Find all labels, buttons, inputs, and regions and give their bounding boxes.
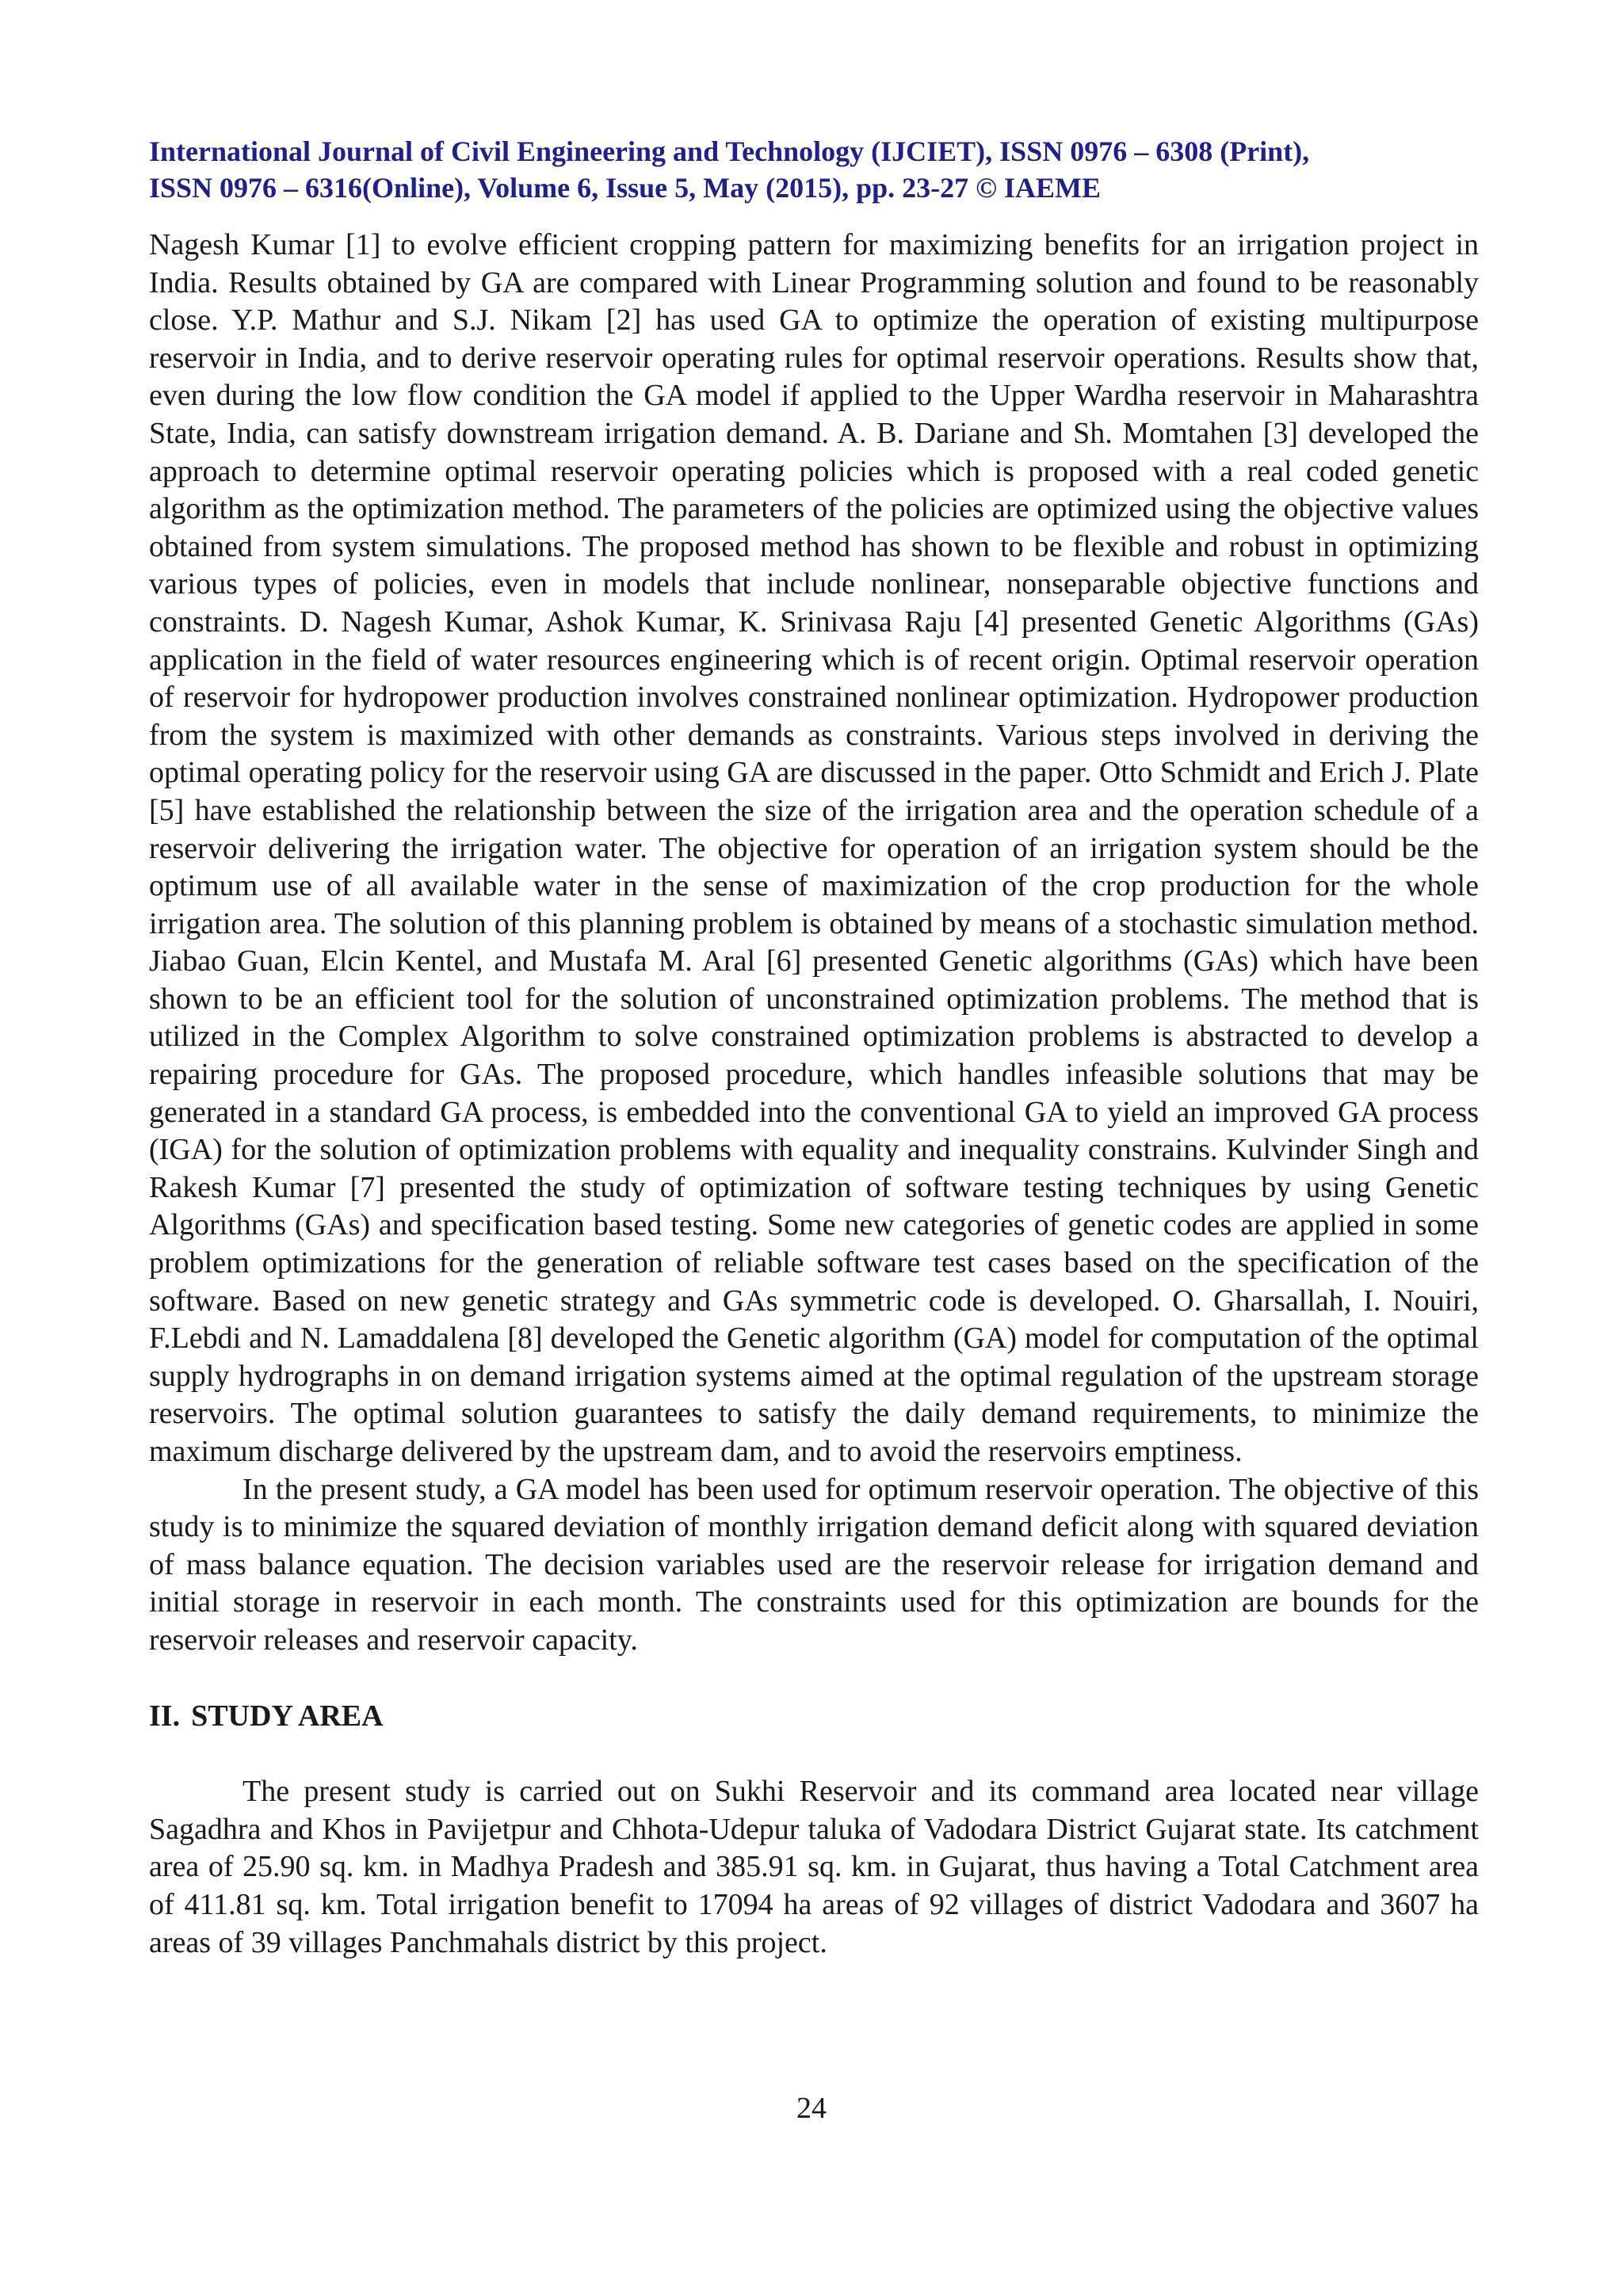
header-line-1: International Journal of Civil Engineering and Technology (IJCIET), ISSN 0976 – 6308 (Print),: [149, 135, 1310, 167]
page-number: 24: [796, 2092, 827, 2125]
section-title: STUDY AREA: [191, 1699, 384, 1733]
header-line-2: ISSN 0976 – 6316(Online), Volume 6, Issue 5, May (2015), pp. 23-27 © IAEME: [149, 172, 1102, 204]
section-heading-study-area: [149, 1698, 1479, 1736]
present-study-paragraph: In the present study, a GA model has been used for optimum reservoir operation. The objective of this study is to minimize the squared deviation of monthly irrigation demand deficit along with squared deviation of mass balance equation. The decision variables used are the reservoir release for irrigation demand and initial storage in reservoir in each month. The constraints used for this optimization are bounds for the reservoir releases and reservoir capacity.: [149, 1472, 1479, 1657]
section-number: II.: [149, 1699, 181, 1733]
study-area-paragraph: The present study is carried out on Sukhi Reservoir and its command area located near village Sagadhra and Khos in Pavijetpur and Chhota-Udepur taluka of Vadodara District Gujarat state. Its catchment area of 25.90 sq. km. in Madhya Pradesh and 385.91 sq. km. in Gujarat, thus having a Total Catchment area of 411.81 sq. km. Total irrigation benefit to 17094 ha areas of 92 villages of district Vadodara and 3607 ha areas of 39 villages Panchmahals district by this project.: [149, 1775, 1479, 1959]
journal-running-header: [149, 133, 1479, 206]
paper-page: [149, 133, 1479, 1962]
literature-review-paragraph: Nagesh Kumar [1] to evolve efficient cropping pattern for maximizing benefits for an irrigation project in India. Results obtained by GA are compared with Linear Programming solution and found to be reasonably close. Y.P. Mathur and S.J. Nikam [2] has used GA to optimize the operation of existing multipurpose reservoir in India, and to derive reservoir operating rules for optimal reservoir operations. Results show that, even during the low flow condition the GA model if applied to the Upper Wardha reservoir in Maharashtra State, India, can satisfy downstream irrigation demand. A. B. Dariane and Sh. Momtahen [3] developed the approach to determine optimal reservoir operating policies which is proposed with a real coded genetic algorithm as the optimization method. The parameters of the policies are optimized using the objective values obtained from system simulations. The proposed method has shown to be flexible and robust in optimizing various types of policies, even in models that include nonlinear, nonseparable objective functions and constraints. D. Nagesh Kumar, Ashok Kumar, K. Srinivasa Raju [4] presented Genetic Algorithms (GAs) application in the field of water resources engineering which is of recent origin. Optimal reservoir operation of reservoir for hydropower production involves constrained nonlinear optimization. Hydropower production from the system is maximized with other demands as constraints. Various steps involved in deriving the optimal operating policy for the reservoir using GA are discussed in the paper. Otto Schmidt and Erich J. Plate [5] have established the relationship between the size of the irrigation area and the operation schedule of a reservoir delivering the irrigation water. The objective for operation of an irrigation system should be the optimum use of all available water in the sense of maximization of the crop production for the whole irrigation area. The solution of this planning problem is obtained by means of a stochastic simulation method. Jiabao Guan, Elcin Kentel, and Mustafa M. Aral [6] presented Genetic algorithms (GAs) which have been shown to be an efficient tool for the solution of unconstrained optimization problems. The method that is utilized in the Complex Algorithm to solve constrained optimization problems is abstracted to develop a repairing procedure for GAs. The proposed procedure, which handles infeasible solutions that may be generated in a standard GA process, is embedded into the conventional GA to yield an improved GA process (IGA) for the solution of optimization problems with equality and inequality constrains. Kulvinder Singh and Rakesh Kumar [7] presented the study of optimization of software testing techniques by using Genetic Algorithms (GAs) and specification based testing. Some new categories of genetic codes are applied in some problem optimizations for the generation of reliable software test cases based on the specification of the software. Based on new genetic strategy and GAs symmetric code is developed. O. Gharsallah, I. Nouiri, F.Lebdi and N. Lamaddalena [8] developed the Genetic algorithm (GA) model for computation of the optimal supply hydrographs in on demand irrigation systems aimed at the optimal regulation of the upstream storage reservoirs. The optimal solution guarantees to satisfy the daily demand requirements, to minimize the maximum discharge delivered by the upstream dam, and to avoid the reservoirs emptiness.: [149, 228, 1479, 1468]
